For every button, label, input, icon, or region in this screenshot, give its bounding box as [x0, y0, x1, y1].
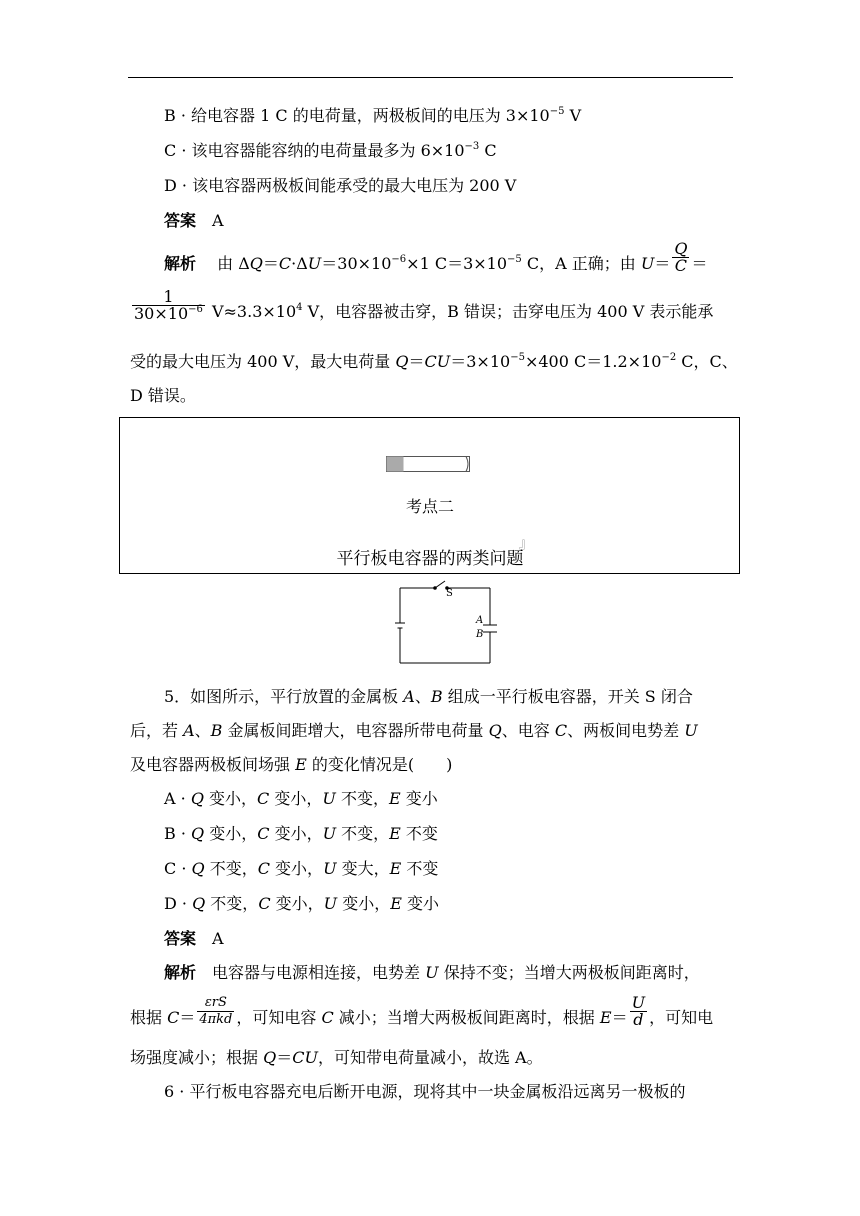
- answer-4: [164, 211, 224, 231]
- question-6-line-1: 6 · 平行板电容器充电后断开电源，现将其中一块金属板沿远离另一极板的: [164, 1082, 686, 1101]
- question-5-line-2: 后，若 A、B 金属板间距增大，电容器所带电荷量 Q、电容 C、两板间电势差 U: [130, 721, 698, 740]
- q5-option-c: C · Q 不变，C 变小，U 变大，E 不变: [164, 859, 439, 878]
- section-title: 平行板电容器的两类问题: [336, 549, 524, 569]
- analysis-5-line-1: 解析 电容器与电源相连接，电势差 U 保持不变；当增大两极板间距离时，: [164, 963, 700, 982]
- q5-option-a: A · Q 变小，C 变小，U 不变，E 变小: [164, 789, 438, 808]
- analysis-5-line-2: 根据 C＝ $\frac{\text{εrS}}{\text{4πkd}}$ ，可知电容 C 减小；当增大两极板间距离时，根据 E＝ $\frac{U}{d}$ ，可知电: [130, 993, 714, 1029]
- section-label: 考点二: [405, 497, 454, 516]
- option-c: C · 该电容器能容纳的电荷量最多为 $6\times 10^{-3}$ C: [164, 141, 497, 160]
- question-5-line-3: 及电容器两极板间场强 E 的变化情况是( ): [130, 755, 453, 774]
- fraction-u-over-d: $\frac{U}{d}$: [631, 993, 646, 1029]
- analysis-4-line-2: $\frac{1}{30\times 10^{-6}}$ $V\approx 3.3\times 10^4$ V，电容器被击穿，B 错误；击穿电压为 400 V 表示能承: [134, 287, 714, 323]
- fraction-epsilon-s-over-4pikd: $\frac{\text{εrS}}{\text{4πkd}}$: [199, 995, 233, 1027]
- header-rule: [128, 77, 733, 78]
- analysis-4-line-1: 解析 由 $\Delta Q=C\cdot\Delta U=30\times 10^{-6}\times 1$ $C=3\times 10^{-5}$ C，A 正确；由 U＝ $\frac{Q}{C}$ ＝: [164, 239, 708, 275]
- option-b: B · 给电容器 1 C 的电荷量，两极板间的电压为 $3\times 10^{-5}$ V: [164, 106, 582, 125]
- option-d: D · 该电容器两极板间能承受的最大电压为 200 V: [164, 176, 517, 195]
- plate-a-label: A: [476, 615, 484, 626]
- analysis-4-line-4: D 错误。: [130, 386, 196, 405]
- q5-option-d: D · Q 不变，C 变小，U 变小，E 变小: [164, 894, 440, 913]
- question-5-line-1: 5．如图所示，平行放置的金属板 A、B 组成一平行板电容器，开关 S 闭合: [164, 687, 693, 706]
- answer-5: 答案 A: [164, 929, 224, 948]
- analysis-4-line-3: 受的最大电压为 400 V，最大电荷量 $Q=CU=3\times 10^{-5}\times 400$ $C=1.2\times 10^{-2}$ C，C、: [130, 352, 738, 371]
- answer-label: 答案: [164, 211, 197, 230]
- section-bar-icon: [386, 456, 471, 472]
- q5-option-b: B · Q 变小，C 变小，U 不变，E 不变: [164, 824, 438, 843]
- fraction-1-over-30e-6: $\frac{1}{30\times 10^{-6}}$: [134, 287, 203, 323]
- plate-b-label: B: [476, 629, 484, 640]
- bracket-mark-icon: 』: [519, 536, 533, 552]
- analysis-5-line-3: 场强度减小；根据 Q＝CU，可知带电荷量减小，故选 A。: [130, 1048, 543, 1067]
- switch-label: S: [446, 588, 453, 599]
- answer-value: A: [212, 211, 224, 230]
- fraction-q-over-c: $\frac{Q}{C}$: [674, 239, 688, 275]
